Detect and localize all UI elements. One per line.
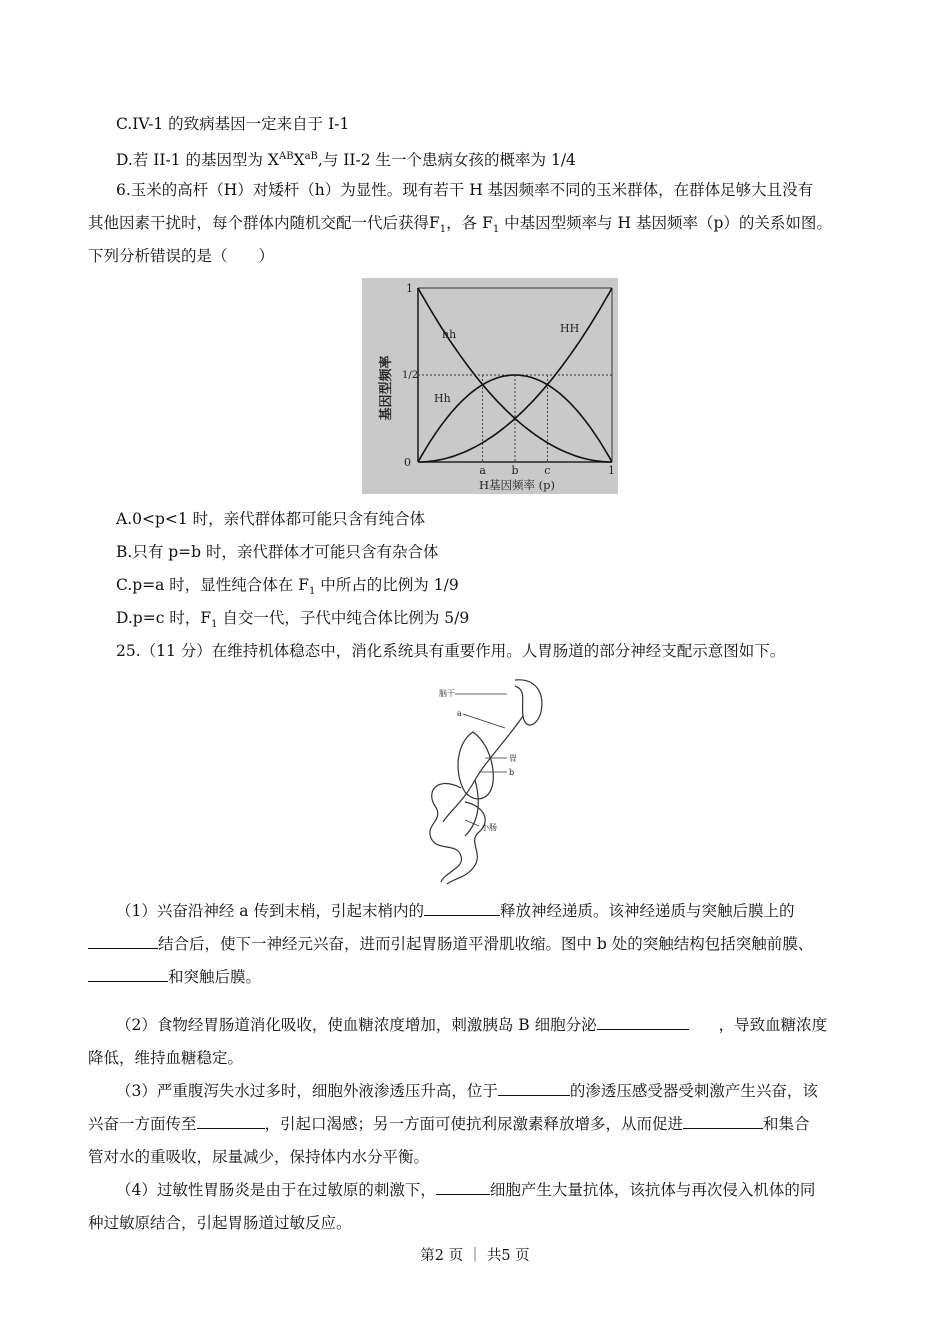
q6-stem-line2: 其他因素干扰时，每个群体内随机交配一代后获得$F_1$，各 $F_1$ 中基因型频率与 H 基因频率（p）的关系如图。: [88, 214, 832, 236]
q25-part3-line2: 兴奋一方面传至 ，引起口渴感；另一方面可使抗利尿激素释放增多，从而促进 和集合: [88, 1115, 810, 1133]
q6-option-d: D.p=c 时，$F_1$ 自交一代，子代中纯合体比例为 5/9: [116, 609, 470, 631]
q6-stem-line1: 6.玉米的高杆（H）对矮杆（h）为显性。现有若干 H 基因频率不同的玉米群体，在群体足够大且没有: [116, 181, 814, 199]
y-tick-1: 1: [406, 282, 413, 295]
q25-part1-line2: 结合后，使下一神经元兴奋，进而引起胃肠道平滑肌收缩。图中 b 处的突触结构包括突触前膜、: [88, 933, 864, 955]
q25-stem: 25.（11 分）在维持机体稳态中，消化系统具有重要作用。人胃肠道的部分神经支配示意图如下。: [116, 642, 786, 660]
q25-part1-line1: （1）兴奋沿神经 a 传到末梢，引起末梢内的 释放神经递质。该神经递质与突触后膜上的: [116, 902, 795, 920]
y-axis-label: 基因型频率: [379, 355, 394, 421]
label-synapse-b: b: [509, 768, 515, 777]
y-tick-half: 1/2: [402, 370, 419, 381]
stomach-shape: [458, 732, 493, 799]
x-tick-c: c: [544, 464, 551, 477]
nerve-branch-2: [465, 780, 478, 836]
q6-stem-line3: 下列分析错误的是（ ）: [88, 247, 275, 265]
q25-part3-line1: （3）严重腹泻失水过多时，细胞外液渗透压升高，位于 的渗透压感受器受刺激产生兴奋，该: [116, 1082, 818, 1100]
page-footer: 第2 页 ｜ 共5 页: [420, 1248, 530, 1264]
gut-nerve-svg: [395, 672, 565, 890]
answer-blank[interactable]: [88, 933, 158, 949]
label-Hh: Hh: [434, 392, 451, 405]
label-intestine: 小肠: [481, 823, 497, 832]
label-stomach: 胃: [509, 754, 517, 763]
q25-part4-line1: （4）过敏性胃肠炎是由于在过敏原的刺激下， 细胞产生大量抗体，该抗体与再次侵入机体的同: [116, 1181, 816, 1199]
x-tick-1: 1: [608, 464, 615, 477]
label-nerve-a: a: [457, 709, 462, 718]
q6-option-a: A.0<p<1 时，亲代群体都可能只含有纯合体: [116, 510, 426, 528]
answer-blank[interactable]: [498, 1080, 570, 1096]
genotype-frequency-chart: [362, 278, 618, 494]
label-HH: HH: [560, 322, 580, 335]
nerve-branch-1: [443, 780, 475, 822]
q5-option-c: C.IV-1 的致病基因一定来自于 I-1: [116, 115, 350, 133]
q5-option-d: D.若 II-1 的基因型为 $X^{AB}X^{aB}$,与 II-2 生一个患病女孩的概率为 1/4: [116, 151, 576, 170]
chart-svg: [362, 278, 618, 494]
q25-part4-line2: 种过敏原结合，引起胃肠道过敏反应。: [88, 1214, 352, 1232]
x-tick-a: a: [479, 464, 486, 477]
intestine-leader: [465, 820, 479, 826]
q25-part3-line3: 管对水的重吸收，尿量减少，保持体内水分平衡。: [88, 1148, 430, 1166]
gut-nerve-diagram: [395, 672, 565, 890]
brainstem-shape: [515, 680, 542, 725]
answer-blank[interactable]: [436, 1179, 490, 1195]
label-brainstem: 脑干: [439, 689, 455, 698]
answer-blank[interactable]: [683, 1113, 763, 1129]
answer-blank[interactable]: [424, 900, 500, 916]
q6-option-b: B.只有 p=b 时，亲代群体才可能只含有杂合体: [116, 543, 439, 561]
nerve-a-leader: [463, 714, 505, 728]
q25-part2-line2: 降低，维持血糖稳定。: [88, 1049, 244, 1067]
x-tick-0: 0: [404, 456, 411, 469]
x-tick-b: b: [511, 464, 519, 477]
answer-blank[interactable]: [197, 1113, 265, 1129]
x-axis-label: H基因频率 (p): [478, 478, 556, 492]
label-hh: hh: [442, 328, 457, 341]
q25-part2-line1: （2）食物经胃肠道消化吸收，使血糖浓度增加，刺激胰岛 B 细胞分泌 ，导致血糖浓度: [116, 1016, 828, 1034]
q6-option-c: C.p=a 时，显性纯合体在 $F_1$ 中所占的比例为 1/9: [116, 576, 459, 598]
answer-blank[interactable]: [597, 1014, 689, 1030]
q25-part1-line3: 和突触后膜。: [88, 966, 864, 988]
answer-blank[interactable]: [88, 966, 168, 982]
